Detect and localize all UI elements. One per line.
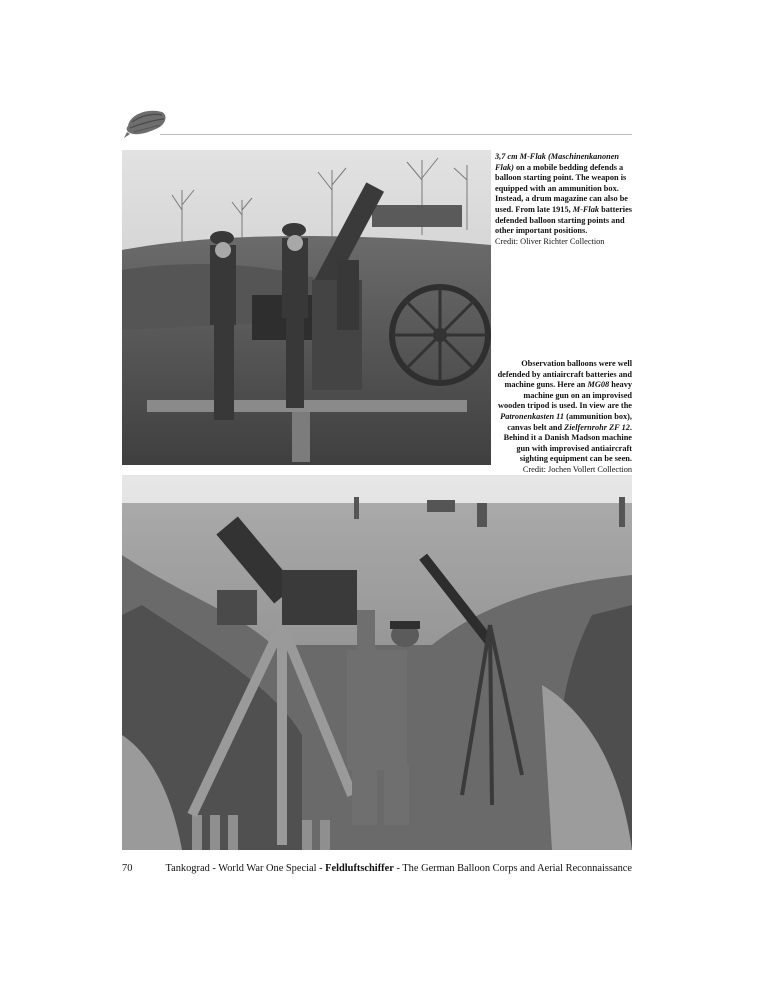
footer-title: Tankograd - World War One Special - Feldluftschiffer - The German Balloon Corps and Aerial Reconnaissance — [165, 863, 632, 874]
header-rule — [160, 134, 632, 135]
photo-mg08-tripod — [122, 475, 632, 850]
caption-mg08 — [495, 359, 632, 476]
page-number: 70 — [122, 863, 133, 874]
caption-mg08-credit: Credit: Jochen Vollert Collection — [522, 464, 632, 474]
caption-mg08-text: Observation balloons were well defended by antiaircraft batteries and machine guns. Here an MG08 heavy machine gun on an improvised wooden tripod is used. In view are the Patronenkasten 11 (ammunition box), canvas belt and Zielfernrohr ZF 12. Behind it a Danish Madson machine gun with improvised antiaircraft sighting equipment can be seen. — [497, 359, 632, 464]
caption-flak — [495, 152, 632, 247]
caption-flak-text: 3,7 cm M-Flak (Maschinenkanonen Flak) on a mobile bedding defends a balloon starting point. The weapon is equipped with an ammunition box. Instead, a drum magazine can also be used. From late 1915, M-Flak batteries defended balloon starting points and other important positions. — [495, 152, 632, 236]
caption-flak-credit: Credit: Oliver Richter Collection — [495, 236, 605, 246]
photo-flak-gun — [122, 150, 491, 465]
